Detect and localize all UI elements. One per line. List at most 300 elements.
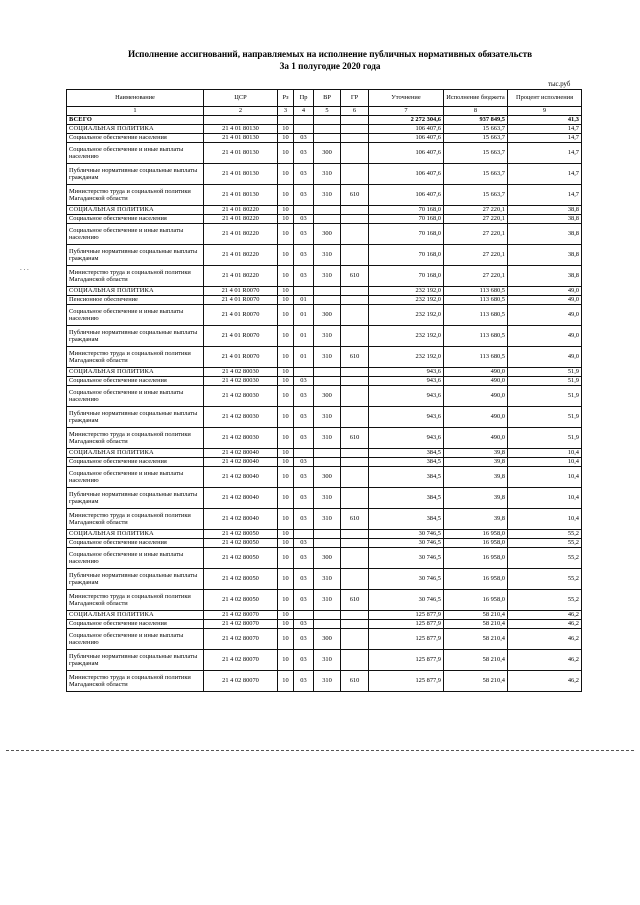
cell-pct: 38,8 bbox=[508, 266, 582, 287]
cell-rz: 10 bbox=[278, 509, 294, 530]
cell-rz: 10 bbox=[278, 377, 294, 386]
col-number: 9 bbox=[508, 107, 582, 116]
cell-pct: 10,4 bbox=[508, 509, 582, 530]
cell-rz: 10 bbox=[278, 164, 294, 185]
cell-plan: 232 192,0 bbox=[369, 305, 444, 326]
table-row bbox=[67, 215, 582, 224]
cell-plan: 384,5 bbox=[369, 449, 444, 458]
cell-exec: 15 663,7 bbox=[444, 164, 508, 185]
col-number: 8 bbox=[444, 107, 508, 116]
cell-plan: 943,6 bbox=[369, 407, 444, 428]
cell-exec: 16 958,0 bbox=[444, 590, 508, 611]
cell-pct: 51,9 bbox=[508, 386, 582, 407]
cell-gr bbox=[341, 407, 369, 428]
cell-plan: 232 192,0 bbox=[369, 296, 444, 305]
cell-csr: 21 4 02 80050 bbox=[204, 569, 278, 590]
table-row bbox=[67, 245, 582, 266]
cell-pr: 03 bbox=[294, 377, 314, 386]
cell-plan: 106 407,6 bbox=[369, 125, 444, 134]
cell-csr: 21 4 02 80050 bbox=[204, 530, 278, 539]
cell-csr: 21 4 02 80050 bbox=[204, 548, 278, 569]
cell-vr: 310 bbox=[314, 590, 341, 611]
table-row bbox=[67, 407, 582, 428]
cell-pr: 03 bbox=[294, 590, 314, 611]
cell-pr: 03 bbox=[294, 245, 314, 266]
cell-pct: 55,2 bbox=[508, 548, 582, 569]
table-row bbox=[67, 449, 582, 458]
cell-pr bbox=[294, 287, 314, 296]
cell-exec: 27 220,1 bbox=[444, 206, 508, 215]
cell-rz: 10 bbox=[278, 185, 294, 206]
header-plan: Уточнение bbox=[369, 90, 444, 107]
cell-vr bbox=[314, 449, 341, 458]
cell-gr bbox=[341, 368, 369, 377]
cell-plan: 943,6 bbox=[369, 386, 444, 407]
cell-exec: 27 220,1 bbox=[444, 245, 508, 266]
cell-name: Социальное обеспечение и иные выплаты населению bbox=[67, 629, 204, 650]
cell-rz: 10 bbox=[278, 569, 294, 590]
cell-name: Социальное обеспечение населения bbox=[67, 134, 204, 143]
cell-exec: 113 680,5 bbox=[444, 326, 508, 347]
cell-vr: 310 bbox=[314, 245, 341, 266]
document-title bbox=[60, 48, 600, 72]
cell-csr: 21 4 02 80040 bbox=[204, 449, 278, 458]
cell-pr: 01 bbox=[294, 296, 314, 305]
cell-gr: 610 bbox=[341, 428, 369, 449]
cell-name: Социальное обеспечение и иные выплаты населению bbox=[67, 224, 204, 245]
cell-gr bbox=[341, 539, 369, 548]
cell-pct: 51,9 bbox=[508, 407, 582, 428]
cell-gr: 610 bbox=[341, 185, 369, 206]
cell-pct: 38,8 bbox=[508, 206, 582, 215]
cell-rz: 10 bbox=[278, 386, 294, 407]
cell-pr: 03 bbox=[294, 488, 314, 509]
cell-name: Министерство труда и социальной политики Магаданской области bbox=[67, 671, 204, 692]
cell-rz: 10 bbox=[278, 125, 294, 134]
cell-vr bbox=[314, 368, 341, 377]
cell-plan: 232 192,0 bbox=[369, 287, 444, 296]
table-row bbox=[67, 467, 582, 488]
cell-plan: 384,5 bbox=[369, 467, 444, 488]
cell-vr bbox=[314, 215, 341, 224]
cell-rz: 10 bbox=[278, 347, 294, 368]
cell-csr: 21 4 01 R0070 bbox=[204, 305, 278, 326]
cell-vr: 310 bbox=[314, 488, 341, 509]
cell-pr: 03 bbox=[294, 386, 314, 407]
cell-gr bbox=[341, 206, 369, 215]
cell-pr: 03 bbox=[294, 509, 314, 530]
cell-pr: 01 bbox=[294, 305, 314, 326]
table-row bbox=[67, 671, 582, 692]
cell-csr: 21 4 01 80130 bbox=[204, 134, 278, 143]
cell-rz bbox=[278, 116, 294, 125]
cell-rz: 10 bbox=[278, 650, 294, 671]
cell-name: Социальное обеспечение и иные выплаты населению bbox=[67, 386, 204, 407]
cell-csr bbox=[204, 116, 278, 125]
cell-vr: 310 bbox=[314, 347, 341, 368]
cell-vr bbox=[314, 611, 341, 620]
cell-exec: 58 210,4 bbox=[444, 629, 508, 650]
cell-plan: 70 168,0 bbox=[369, 215, 444, 224]
cell-pct: 55,2 bbox=[508, 530, 582, 539]
header-name: Наименование bbox=[67, 90, 204, 107]
cell-rz: 10 bbox=[278, 224, 294, 245]
cell-gr bbox=[341, 467, 369, 488]
cell-rz: 10 bbox=[278, 326, 294, 347]
cell-plan: 232 192,0 bbox=[369, 347, 444, 368]
cell-vr bbox=[314, 116, 341, 125]
cell-plan: 943,6 bbox=[369, 428, 444, 449]
cell-name: Публичные нормативные социальные выплаты гражданам bbox=[67, 407, 204, 428]
cell-pr bbox=[294, 116, 314, 125]
cell-plan: 232 192,0 bbox=[369, 326, 444, 347]
cell-vr bbox=[314, 458, 341, 467]
cell-pct: 14,7 bbox=[508, 125, 582, 134]
cell-rz: 10 bbox=[278, 539, 294, 548]
cell-name: Социальное обеспечение и иные выплаты населению bbox=[67, 305, 204, 326]
cell-plan: 2 272 304,6 bbox=[369, 116, 444, 125]
cell-vr: 310 bbox=[314, 266, 341, 287]
cell-csr: 21 4 01 R0070 bbox=[204, 287, 278, 296]
cell-rz: 10 bbox=[278, 671, 294, 692]
cell-name: СОЦИАЛЬНАЯ ПОЛИТИКА bbox=[67, 206, 204, 215]
cell-rz: 10 bbox=[278, 548, 294, 569]
cell-pr bbox=[294, 368, 314, 377]
cell-exec: 15 663,7 bbox=[444, 143, 508, 164]
cell-vr: 300 bbox=[314, 467, 341, 488]
cell-csr: 21 4 01 R0070 bbox=[204, 296, 278, 305]
table-row bbox=[67, 569, 582, 590]
cell-gr bbox=[341, 650, 369, 671]
cell-rz: 10 bbox=[278, 206, 294, 215]
cell-gr bbox=[341, 143, 369, 164]
cell-pr: 03 bbox=[294, 539, 314, 548]
cell-pct: 55,2 bbox=[508, 590, 582, 611]
table-row bbox=[67, 185, 582, 206]
cell-rz: 10 bbox=[278, 134, 294, 143]
cell-exec: 113 680,5 bbox=[444, 305, 508, 326]
cell-rz: 10 bbox=[278, 215, 294, 224]
cell-pct: 46,2 bbox=[508, 650, 582, 671]
cell-pct: 51,9 bbox=[508, 428, 582, 449]
cell-exec: 113 680,5 bbox=[444, 287, 508, 296]
cell-vr: 310 bbox=[314, 650, 341, 671]
page-cut-line bbox=[6, 750, 634, 751]
table-row bbox=[67, 206, 582, 215]
cell-gr bbox=[341, 215, 369, 224]
cell-exec: 39,8 bbox=[444, 458, 508, 467]
cell-name: Министерство труда и социальной политики Магаданской области bbox=[67, 347, 204, 368]
cell-pr: 03 bbox=[294, 224, 314, 245]
cell-name: Социальное обеспечение и иные выплаты населению bbox=[67, 467, 204, 488]
cell-name: СОЦИАЛЬНАЯ ПОЛИТИКА bbox=[67, 449, 204, 458]
cell-gr bbox=[341, 305, 369, 326]
table-row bbox=[67, 620, 582, 629]
cell-pr: 03 bbox=[294, 671, 314, 692]
cell-name: СОЦИАЛЬНАЯ ПОЛИТИКА bbox=[67, 611, 204, 620]
cell-pct: 10,4 bbox=[508, 449, 582, 458]
cell-pct: 51,9 bbox=[508, 377, 582, 386]
table-row bbox=[67, 305, 582, 326]
cell-exec: 490,0 bbox=[444, 407, 508, 428]
cell-pct: 10,4 bbox=[508, 488, 582, 509]
cell-gr bbox=[341, 620, 369, 629]
cell-pr: 03 bbox=[294, 548, 314, 569]
cell-pct: 49,0 bbox=[508, 287, 582, 296]
cell-gr bbox=[341, 569, 369, 590]
cell-vr: 310 bbox=[314, 164, 341, 185]
cell-pr: 03 bbox=[294, 164, 314, 185]
cell-name: Пенсионное обеспечение bbox=[67, 296, 204, 305]
cell-exec: 15 663,7 bbox=[444, 185, 508, 206]
cell-vr bbox=[314, 530, 341, 539]
appropriations-table bbox=[66, 89, 582, 692]
cell-pct: 55,2 bbox=[508, 539, 582, 548]
cell-gr bbox=[341, 296, 369, 305]
cell-plan: 70 168,0 bbox=[369, 266, 444, 287]
cell-gr bbox=[341, 287, 369, 296]
cell-plan: 943,6 bbox=[369, 377, 444, 386]
cell-plan: 125 877,9 bbox=[369, 620, 444, 629]
cell-csr: 21 4 01 R0070 bbox=[204, 326, 278, 347]
cell-gr bbox=[341, 548, 369, 569]
cell-csr: 21 4 01 80220 bbox=[204, 245, 278, 266]
cell-vr: 300 bbox=[314, 224, 341, 245]
table-row bbox=[67, 125, 582, 134]
header-pr: Пр bbox=[294, 90, 314, 107]
cell-name: Социальное обеспечение населения bbox=[67, 620, 204, 629]
cell-csr: 21 4 02 80040 bbox=[204, 488, 278, 509]
cell-gr bbox=[341, 488, 369, 509]
table-row bbox=[67, 611, 582, 620]
cell-exec: 58 210,4 bbox=[444, 620, 508, 629]
cell-exec: 16 958,0 bbox=[444, 539, 508, 548]
cell-gr bbox=[341, 125, 369, 134]
table-row bbox=[67, 530, 582, 539]
cell-rz: 10 bbox=[278, 629, 294, 650]
header-pct: Процент исполнения bbox=[508, 90, 582, 107]
cell-exec: 27 220,1 bbox=[444, 266, 508, 287]
cell-rz: 10 bbox=[278, 407, 294, 428]
table-row bbox=[67, 164, 582, 185]
cell-gr bbox=[341, 116, 369, 125]
cell-vr bbox=[314, 296, 341, 305]
cell-name: ВСЕГО bbox=[67, 116, 204, 125]
cell-plan: 30 746,5 bbox=[369, 590, 444, 611]
cell-plan: 384,5 bbox=[369, 488, 444, 509]
cell-csr: 21 4 02 80030 bbox=[204, 368, 278, 377]
cell-vr: 300 bbox=[314, 305, 341, 326]
cell-name: Публичные нормативные социальные выплаты гражданам bbox=[67, 326, 204, 347]
cell-csr: 21 4 02 80050 bbox=[204, 590, 278, 611]
header-vr: ВР bbox=[314, 90, 341, 107]
cell-gr bbox=[341, 377, 369, 386]
cell-pr bbox=[294, 125, 314, 134]
table-row bbox=[67, 509, 582, 530]
cell-csr: 21 4 02 80050 bbox=[204, 539, 278, 548]
table-row bbox=[67, 548, 582, 569]
cell-gr bbox=[341, 245, 369, 266]
cell-exec: 113 680,5 bbox=[444, 296, 508, 305]
cell-exec: 490,0 bbox=[444, 428, 508, 449]
cell-vr: 310 bbox=[314, 428, 341, 449]
table-row bbox=[67, 347, 582, 368]
title-line-1: Исполнение ассигнований, направляемых на исполнение публичных нормативных обязательств bbox=[127, 49, 533, 59]
cell-pct: 46,2 bbox=[508, 620, 582, 629]
cell-name: СОЦИАЛЬНАЯ ПОЛИТИКА bbox=[67, 530, 204, 539]
cell-rz: 10 bbox=[278, 305, 294, 326]
cell-gr bbox=[341, 611, 369, 620]
cell-rz: 10 bbox=[278, 266, 294, 287]
cell-vr: 310 bbox=[314, 509, 341, 530]
table-row bbox=[67, 296, 582, 305]
cell-vr bbox=[314, 620, 341, 629]
cell-pct: 14,7 bbox=[508, 143, 582, 164]
cell-pct: 49,0 bbox=[508, 296, 582, 305]
cell-rz: 10 bbox=[278, 143, 294, 164]
cell-gr bbox=[341, 164, 369, 185]
cell-plan: 943,6 bbox=[369, 368, 444, 377]
cell-rz: 10 bbox=[278, 467, 294, 488]
cell-pr: 01 bbox=[294, 326, 314, 347]
table-row bbox=[67, 287, 582, 296]
table-row bbox=[67, 539, 582, 548]
cell-name: СОЦИАЛЬНАЯ ПОЛИТИКА bbox=[67, 368, 204, 377]
cell-name: Министерство труда и социальной политики Магаданской области bbox=[67, 428, 204, 449]
cell-exec: 15 663,7 bbox=[444, 125, 508, 134]
cell-csr: 21 4 01 80130 bbox=[204, 143, 278, 164]
table-row bbox=[67, 629, 582, 650]
cell-pr: 01 bbox=[294, 347, 314, 368]
cell-name: Министерство труда и социальной политики Магаданской области bbox=[67, 509, 204, 530]
cell-name: Публичные нормативные социальные выплаты гражданам bbox=[67, 164, 204, 185]
cell-exec: 39,8 bbox=[444, 509, 508, 530]
cell-plan: 384,5 bbox=[369, 509, 444, 530]
cell-csr: 21 4 02 80040 bbox=[204, 467, 278, 488]
cell-exec: 39,8 bbox=[444, 467, 508, 488]
cell-gr bbox=[341, 326, 369, 347]
cell-pct: 14,7 bbox=[508, 185, 582, 206]
cell-rz: 10 bbox=[278, 428, 294, 449]
table-row bbox=[67, 428, 582, 449]
cell-gr bbox=[341, 629, 369, 650]
cell-csr: 21 4 02 80030 bbox=[204, 428, 278, 449]
cell-gr bbox=[341, 224, 369, 245]
header-rz: Рз bbox=[278, 90, 294, 107]
table-row bbox=[67, 458, 582, 467]
cell-pct: 10,4 bbox=[508, 467, 582, 488]
cell-gr bbox=[341, 386, 369, 407]
cell-csr: 21 4 01 80220 bbox=[204, 206, 278, 215]
cell-vr bbox=[314, 539, 341, 548]
cell-name: Социальное обеспечение населения bbox=[67, 539, 204, 548]
col-number: 3 bbox=[278, 107, 294, 116]
margin-mark: . . . bbox=[20, 264, 29, 272]
cell-plan: 70 168,0 bbox=[369, 245, 444, 266]
cell-exec: 39,8 bbox=[444, 449, 508, 458]
cell-pr: 03 bbox=[294, 143, 314, 164]
cell-exec: 27 220,1 bbox=[444, 215, 508, 224]
cell-exec: 58 210,4 bbox=[444, 611, 508, 620]
cell-pr: 03 bbox=[294, 134, 314, 143]
cell-pr bbox=[294, 206, 314, 215]
col-number: 7 bbox=[369, 107, 444, 116]
col-number: 4 bbox=[294, 107, 314, 116]
cell-pct: 46,2 bbox=[508, 629, 582, 650]
cell-rz: 10 bbox=[278, 620, 294, 629]
cell-pr bbox=[294, 530, 314, 539]
cell-vr: 300 bbox=[314, 629, 341, 650]
col-number: 2 bbox=[204, 107, 278, 116]
cell-csr: 21 4 01 80220 bbox=[204, 224, 278, 245]
cell-pct: 38,8 bbox=[508, 215, 582, 224]
cell-gr: 610 bbox=[341, 671, 369, 692]
cell-pr: 03 bbox=[294, 407, 314, 428]
cell-exec: 39,8 bbox=[444, 488, 508, 509]
cell-rz: 10 bbox=[278, 287, 294, 296]
cell-pr bbox=[294, 449, 314, 458]
table-row bbox=[67, 488, 582, 509]
cell-csr: 21 4 01 80130 bbox=[204, 125, 278, 134]
cell-pct: 10,4 bbox=[508, 458, 582, 467]
cell-plan: 125 877,9 bbox=[369, 611, 444, 620]
cell-rz: 10 bbox=[278, 449, 294, 458]
cell-plan: 106 407,6 bbox=[369, 164, 444, 185]
cell-plan: 106 407,6 bbox=[369, 134, 444, 143]
cell-pr: 03 bbox=[294, 215, 314, 224]
cell-vr bbox=[314, 287, 341, 296]
cell-pct: 55,2 bbox=[508, 569, 582, 590]
cell-name: Публичные нормативные социальные выплаты гражданам bbox=[67, 569, 204, 590]
cell-name: Публичные нормативные социальные выплаты гражданам bbox=[67, 650, 204, 671]
cell-exec: 27 220,1 bbox=[444, 224, 508, 245]
cell-pct: 51,9 bbox=[508, 368, 582, 377]
cell-name: Публичные нормативные социальные выплаты гражданам bbox=[67, 488, 204, 509]
cell-exec: 16 958,0 bbox=[444, 569, 508, 590]
col-number: 1 bbox=[67, 107, 204, 116]
cell-plan: 30 746,5 bbox=[369, 530, 444, 539]
cell-csr: 21 4 02 80030 bbox=[204, 377, 278, 386]
cell-gr: 610 bbox=[341, 509, 369, 530]
cell-plan: 30 746,5 bbox=[369, 548, 444, 569]
cell-csr: 21 4 02 80070 bbox=[204, 650, 278, 671]
table-row bbox=[67, 224, 582, 245]
cell-pct: 49,0 bbox=[508, 305, 582, 326]
cell-exec: 16 958,0 bbox=[444, 548, 508, 569]
cell-name: Социальное обеспечение населения bbox=[67, 377, 204, 386]
cell-plan: 70 168,0 bbox=[369, 224, 444, 245]
cell-exec: 58 210,4 bbox=[444, 671, 508, 692]
cell-plan: 384,5 bbox=[369, 458, 444, 467]
header-csr: ЦСР bbox=[204, 90, 278, 107]
cell-exec: 490,0 bbox=[444, 386, 508, 407]
cell-plan: 70 168,0 bbox=[369, 206, 444, 215]
header-row bbox=[67, 90, 582, 107]
cell-pct: 41,3 bbox=[508, 116, 582, 125]
cell-exec: 16 958,0 bbox=[444, 530, 508, 539]
cell-rz: 10 bbox=[278, 245, 294, 266]
cell-plan: 125 877,9 bbox=[369, 650, 444, 671]
cell-vr: 310 bbox=[314, 671, 341, 692]
cell-name: Социальное обеспечение и иные выплаты населению bbox=[67, 548, 204, 569]
cell-rz: 10 bbox=[278, 368, 294, 377]
cell-csr: 21 4 01 80220 bbox=[204, 215, 278, 224]
cell-gr bbox=[341, 134, 369, 143]
cell-pr: 03 bbox=[294, 467, 314, 488]
cell-vr: 310 bbox=[314, 185, 341, 206]
cell-vr: 300 bbox=[314, 548, 341, 569]
table-row bbox=[67, 266, 582, 287]
